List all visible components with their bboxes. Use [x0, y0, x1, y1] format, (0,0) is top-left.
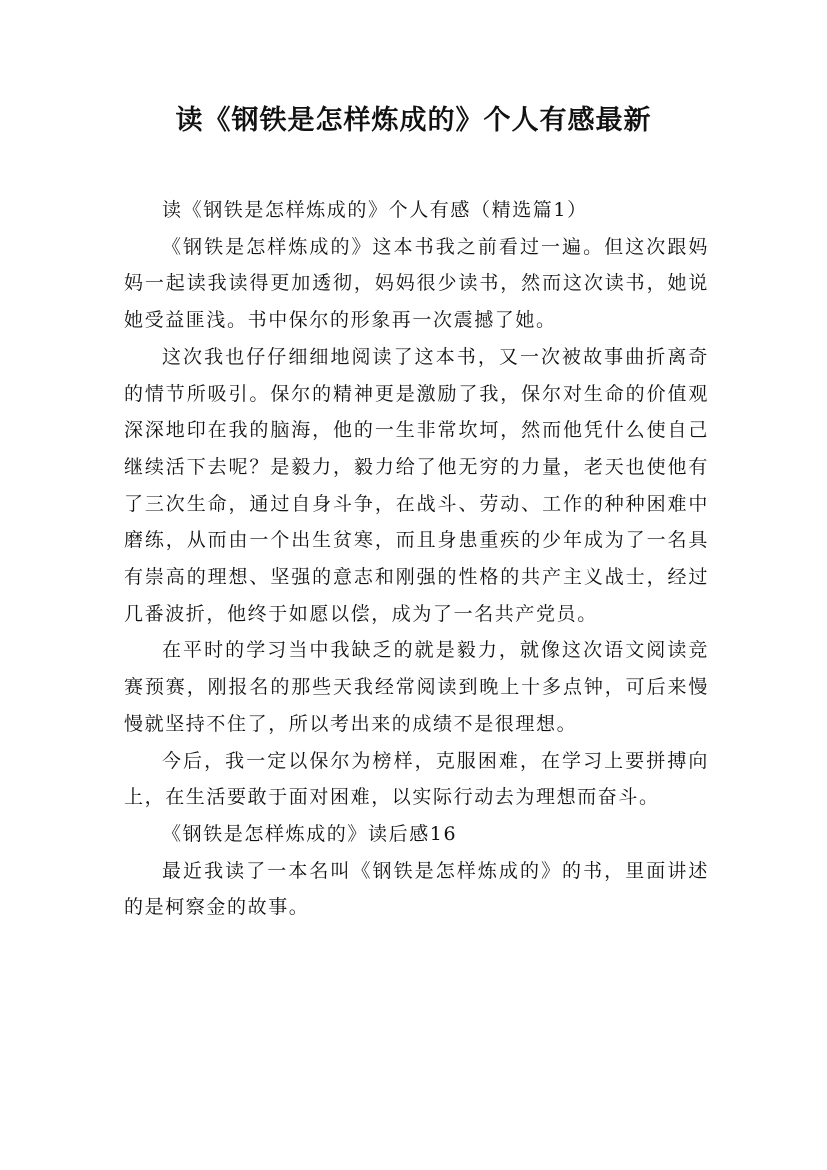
paragraph: 在平时的学习当中我缺乏的就是毅力，就像这次语文阅读竞赛预赛，刚报名的那些天我经常阅读到晚上十多点钟，可后来慢慢就坚持不住了，所以考出来的成绩不是很理想。 — [124, 639, 709, 735]
section-heading: 读《钢铁是怎样炼成的》个人有感（精选篇1） — [162, 199, 588, 221]
paragraph: 《钢铁是怎样炼成的》这本书我之前看过一遍。但这次跟妈妈一起读我读得更加透彻，妈妈很少读书，然而这次读书，她说她受益匪浅。书中保尔的形象再一次震撼了她。 — [124, 235, 709, 332]
paragraph: 这次我也仔仔细细地阅读了这本书，又一次被故事曲折离奇的情节所吸引。保尔的精神更是激励了我，保尔对生命的价值观深深地印在我的脑海，他的一生非常坎坷，然而他凭什么使自己继续活下去呢？是毅力，毅力给了他无穷的力量，老天也使他有了三次生命，通过自身斗争，在战斗、劳动、工作的种种困难中磨练，从而由一个出生贫寒，而且身患重疾的少年成为了一名具有崇高的理想、坚强的意志和刚强的性格的共产主义战士，经过几番波折，他终于如愿以偿，成为了一名共产党员。 — [124, 345, 709, 625]
document-body — [124, 192, 709, 926]
paragraph: 今后，我一定以保尔为榜样，克服困难，在学习上要拼搏向上，在生活要敢于面对困难，以实际行动去为理想而奋斗。 — [124, 749, 709, 809]
paragraph: 最近我读了一本名叫《钢铁是怎样炼成的》的书，里面讲述的是柯察金的故事。 — [124, 859, 709, 919]
document-title: 读《钢铁是怎样炼成的》个人有感最新 — [175, 105, 652, 136]
section-heading: 《钢铁是怎样炼成的》读后感16 — [162, 822, 458, 845]
